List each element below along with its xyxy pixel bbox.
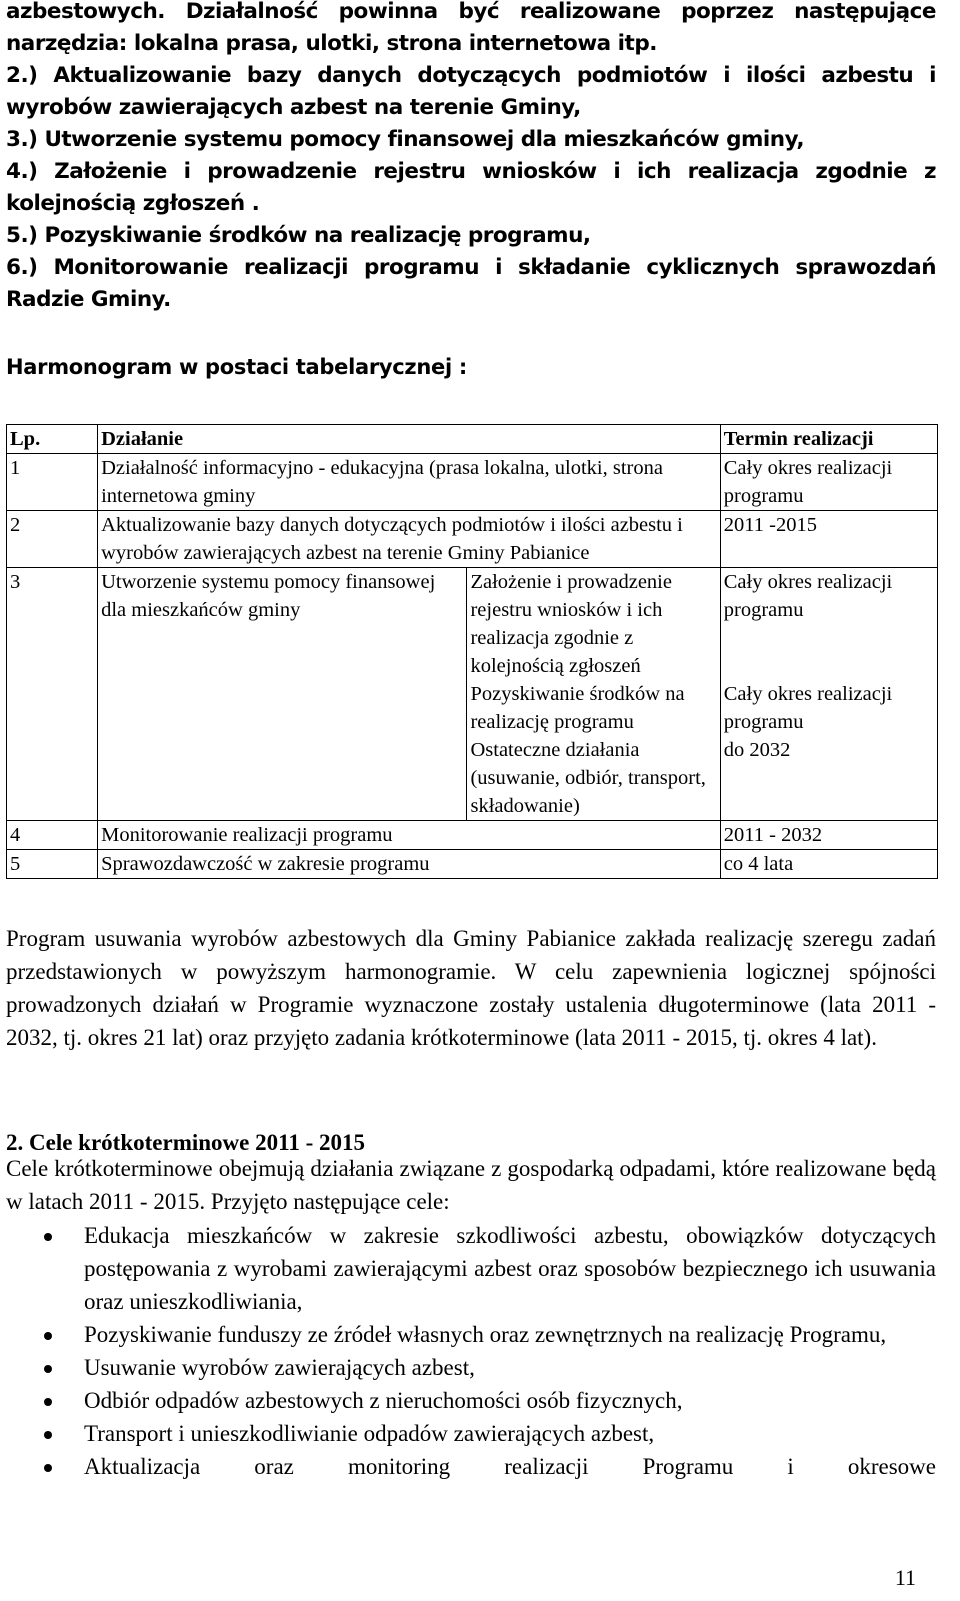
cell-subaction: Pozyskiwanie środków na realizację programu [467, 680, 720, 736]
cell-term: 2011 - 2032 [720, 821, 937, 850]
bullet-icon [44, 1233, 52, 1241]
table-row [7, 511, 938, 568]
list-item-text: Aktualizacja oraz monitoring realizacji Programu i okresowe [84, 1454, 936, 1479]
cell-action: Aktualizowanie bazy danych dotyczących podmiotów i ilości azbestu i wyrobów zawierających azbest na terenie Gminy Pabianice [98, 511, 721, 568]
table-row [7, 821, 938, 850]
intro-list [6, 0, 936, 316]
cell-action: Działalność informacyjno - edukacyjna (prasa lokalna, ulotki, strona internetowa gminy [98, 454, 721, 511]
table-row [7, 454, 938, 511]
table-row [7, 568, 938, 681]
cell-action: Utworzenie systemu pomocy finansowej dla mieszkańców gminy [98, 568, 467, 821]
paragraph-program: Program usuwania wyrobów azbestowych dla Gminy Pabianice zakłada realizację szeregu zadań przedstawionych w powyższym harmonogramie. W celu zapewnienia logicznej spójności prowadzonych działań w Programie wyznaczone zostały ustalenia długoterminowe (lata 2011 - 2032, tj. okres 21 lat) oraz przyjęto zadania krótkoterminowe (lata 2011 - 2015, tj. okres 4 lat). [6, 926, 936, 1050]
cell-lp: 5 [7, 850, 98, 879]
intro-line-1: azbestowych. Działalność powinna być realizowane poprzez następujące narzędzia: lokalna prasa, ulotki, strona internetowa itp. [6, 0, 936, 56]
cell-lp: 1 [7, 454, 98, 511]
table-header-row [7, 425, 938, 454]
intro-item-5: 5.) Pozyskiwanie środków na realizację programu, [6, 223, 591, 248]
page-number: 11 [894, 1565, 916, 1590]
cell-term: do 2032 [720, 736, 937, 821]
list-item-text: Transport i unieszkodliwianie odpadów zawierających azbest, [84, 1421, 655, 1446]
cell-subaction: Ostateczne działania (usuwanie, odbiór, transport, składowanie) [467, 736, 720, 821]
list-item [6, 1351, 936, 1384]
header-action: Działanie [98, 425, 721, 454]
bullet-icon [44, 1365, 52, 1373]
list-item [6, 1384, 936, 1417]
intro-item-4: 4.) Założenie i prowadzenie rejestru wniosków i ich realizacja zgodnie z kolejnością zgłoszeń . [6, 159, 936, 216]
list-item-text: Usuwanie wyrobów zawierających azbest, [84, 1355, 475, 1380]
list-item-text: Edukacja mieszkańców w zakresie szkodliwości azbestu, obowiązków dotyczących postępowania z wyrobami zawierającymi azbest oraz sposobów bezpiecznego ich usuwania oraz unieszkodliwiania, [84, 1223, 936, 1314]
intro-item-2: 2.) Aktualizowanie bazy danych dotyczących podmiotów i ilości azbestu i wyrobów zawierających azbest na terenie Gminy, [6, 63, 936, 120]
goals-list [6, 1219, 936, 1483]
bullet-icon [44, 1332, 52, 1340]
cell-term: Cały okres realizacji programu [720, 568, 937, 681]
harmonogram-table [6, 424, 938, 879]
cell-lp: 2 [7, 511, 98, 568]
cell-lp: 3 [7, 568, 98, 821]
list-item [6, 1417, 936, 1450]
cell-subaction: Założenie i prowadzenie rejestru wniosków i ich realizacja zgodnie z kolejnością zgłoszeń [467, 568, 720, 681]
paragraph-goals-intro: Cele krótkoterminowe obejmują działania związane z gospodarką odpadami, które realizowane będą w latach 2011 - 2015. Przyjęto następujące cele: [6, 1156, 936, 1214]
cell-term: Cały okres realizacji programu [720, 680, 937, 736]
intro-item-6: 6.) Monitorowanie realizacji programu i składanie cyklicznych sprawozdań Radzie Gminy. [6, 255, 936, 312]
bullet-icon [44, 1464, 52, 1472]
cell-action: Sprawozdawczość w zakresie programu [98, 850, 721, 879]
cell-action: Monitorowanie realizacji programu [98, 821, 721, 850]
cell-term: Cały okres realizacji programu [720, 454, 937, 511]
header-lp: Lp. [7, 425, 98, 454]
section-heading: 2. Cele krótkoterminowe 2011 - 2015 [6, 1130, 365, 1155]
bullet-icon [44, 1431, 52, 1439]
bullet-icon [44, 1398, 52, 1406]
list-item [6, 1450, 936, 1483]
harmonogram-heading: Harmonogram w postaci tabelarycznej : [6, 355, 467, 379]
cell-term: 2011 -2015 [720, 511, 937, 568]
list-item [6, 1219, 936, 1318]
cell-lp: 4 [7, 821, 98, 850]
list-item-text: Pozyskiwanie funduszy ze źródeł własnych oraz zewnętrznych na realizację Programu, [84, 1322, 887, 1347]
intro-item-3: 3.) Utworzenie systemu pomocy finansowej dla mieszkańców gminy, [6, 127, 805, 152]
header-term: Termin realizacji [720, 425, 937, 454]
list-item [6, 1318, 936, 1351]
list-item-text: Odbiór odpadów azbestowych z nieruchomości osób fizycznych, [84, 1388, 683, 1413]
table-row [7, 850, 938, 879]
cell-term: co 4 lata [720, 850, 937, 879]
